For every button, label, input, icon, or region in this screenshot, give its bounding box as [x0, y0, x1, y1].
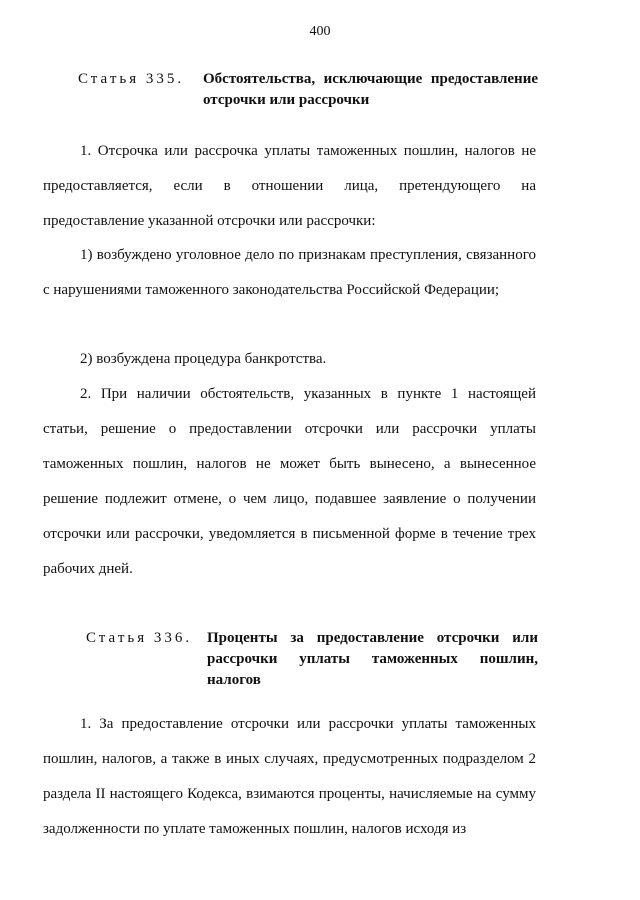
article-336-paragraph-1: 1. За предоставление отсрочки или рассрочки уплаты таможенных пошлин, налогов, а также в иных случаях, предусмотренных подразделом 2 раздела II настоящего Кодекса, взимаются проценты, начисляемые на сумму задолженности по уплате таможенных пошлин, налогов исходя из	[43, 716, 536, 837]
article-336-title: Проценты за предоставление отсрочки или рассрочки уплаты таможенных пошлин, налогов	[207, 630, 538, 688]
article-335-paragraph-1: 1. Отсрочка или рассрочка уплаты таможенных пошлин, налогов не предоставляется, если в отношении лица, претендующего на предоставление указанной отсрочки или рассрочки:	[43, 143, 536, 229]
article-335-item-1: 1) возбуждено уголовное дело по признакам преступления, связанного с нарушениями таможенного законодательства Российской Федерации;	[43, 247, 536, 298]
article-335-item-2: 2) возбуждена процедура банкротства.	[80, 351, 327, 367]
article-335-paragraph-2: 2. При наличии обстоятельств, указанных в пункте 1 настоящей статьи, решение о предоставлении отсрочки или рассрочки уплаты таможенных пошлин, налогов не может быть вынесено, а вынесенное решение подлежит отмене, о чем лицо, подавшее заявление о получении отсрочки или рассрочки, уведомляется в письменной форме в течение трех рабочих дней.	[43, 386, 536, 577]
article-336-heading	[86, 628, 538, 691]
article-335-heading	[78, 69, 538, 111]
article-335-title: Обстоятельства, исключающие предоставление отсрочки или рассрочки	[203, 71, 538, 108]
article-335-label: Статья 335.	[78, 71, 185, 87]
page-number: 400	[309, 24, 331, 39]
article-336-label: Статья 336.	[86, 630, 193, 646]
